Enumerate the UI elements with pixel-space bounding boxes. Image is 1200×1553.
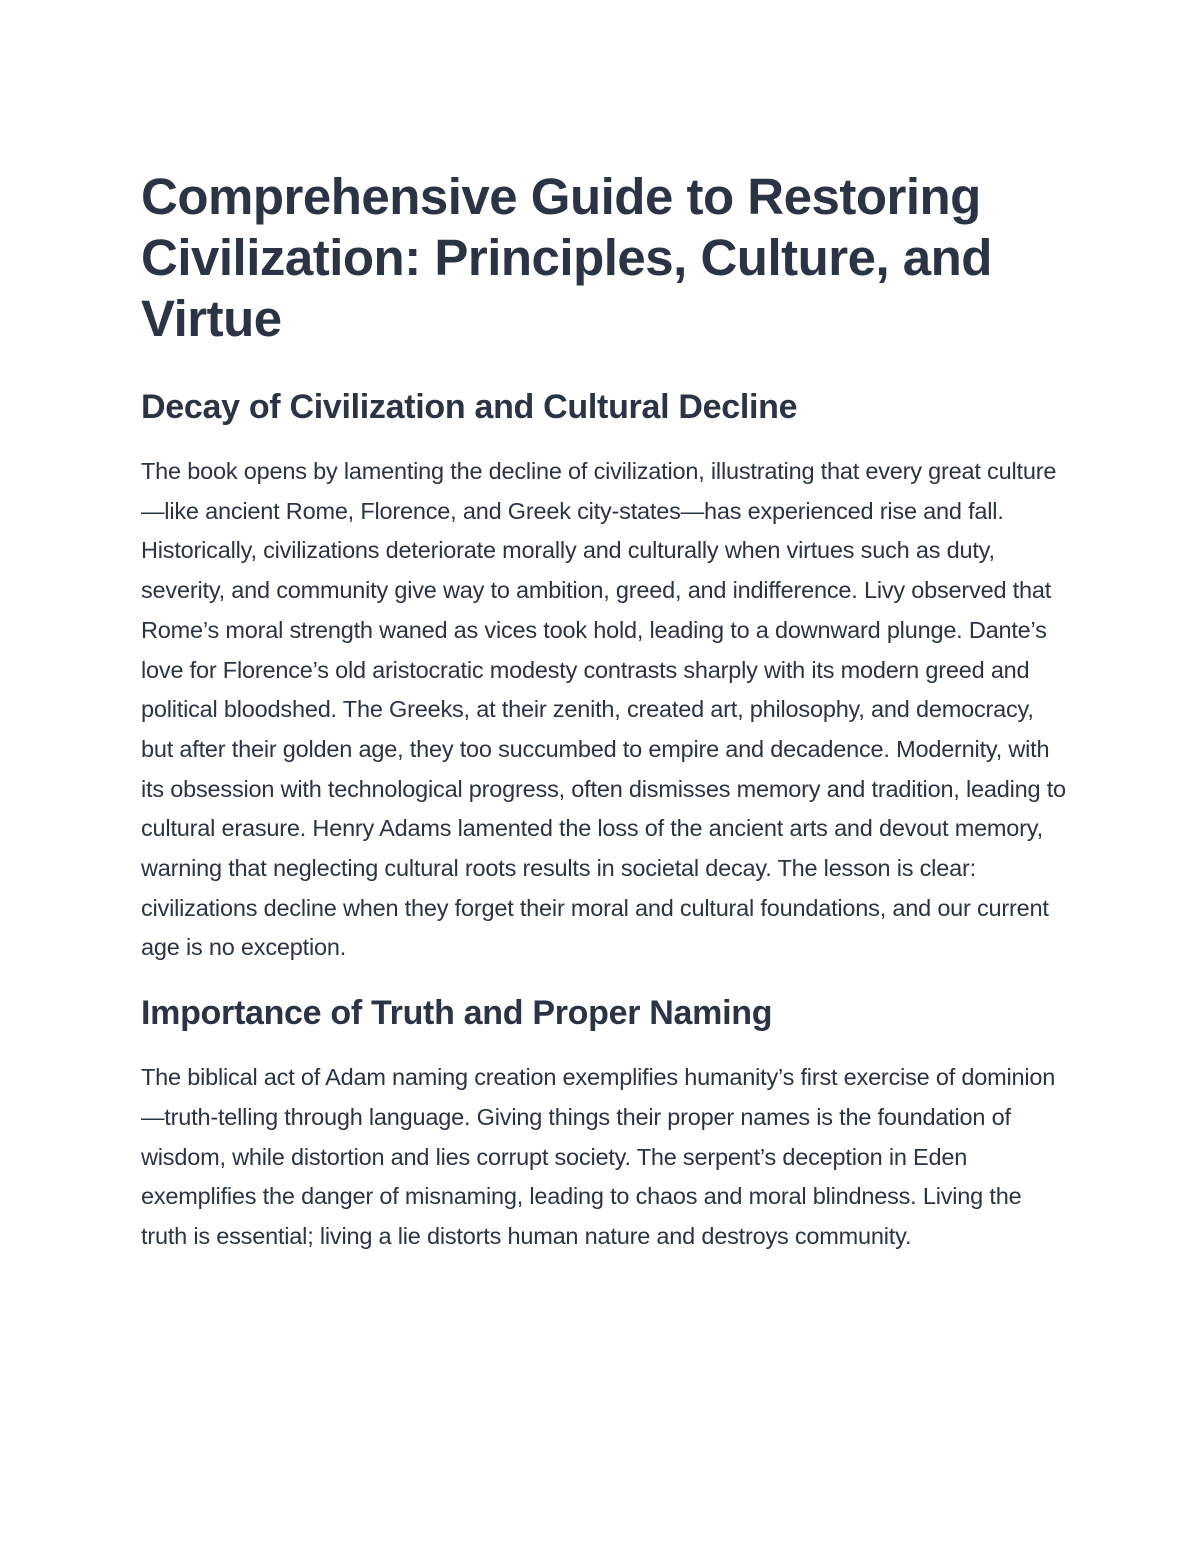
section-paragraph: The biblical act of Adam naming creation exemplifies humanity’s first exercise of dominion—truth-telling through language. Giving things their proper names is the foundation of wisdom, while distortion and lies corrupt society. The serpent’s deception in Eden exemplifies the danger of misnaming, leading to chaos and moral blindness. Living the truth is essential; living a lie distorts human nature and destroys community. (141, 1064, 1056, 1249)
section-heading: Importance of Truth and Proper Naming (141, 994, 773, 1033)
document-title: Comprehensive Guide to Restoring Civilization: Principles, Culture, and Virtue (141, 168, 992, 347)
section-truth-and-naming (141, 992, 1071, 1257)
section-decay-of-civilization (141, 386, 1071, 968)
document-page (141, 166, 1071, 1257)
section-paragraph: The book opens by lamenting the decline of civilization, illustrating that every great culture—like ancient Rome, Florence, and Greek city-states—has experienced rise and fall. Historically, civilizations deteriorate morally and culturally when virtues such as duty, severity, and community give way to ambition, greed, and indifference. Livy observed that Rome’s moral strength waned as vices took hold, leading to a downward plunge. Dante’s love for Florence’s old aristocratic modesty contrasts sharply with its modern greed and political bloodshed. The Greeks, at their zenith, created art, philosophy, and democracy, but after their golden age, they too succumbed to empire and decadence. Modernity, with its obsession with technological progress, often dismisses memory and tradition, leading to cultural erasure. Henry Adams lamented the loss of the ancient arts and devout memory, warning that neglecting cultural roots results in societal decay. The lesson is clear: civilizations decline when they forget their moral and cultural foundations, and our current age is no exception. (141, 458, 1066, 961)
section-heading: Decay of Civilization and Cultural Decline (141, 388, 798, 426)
